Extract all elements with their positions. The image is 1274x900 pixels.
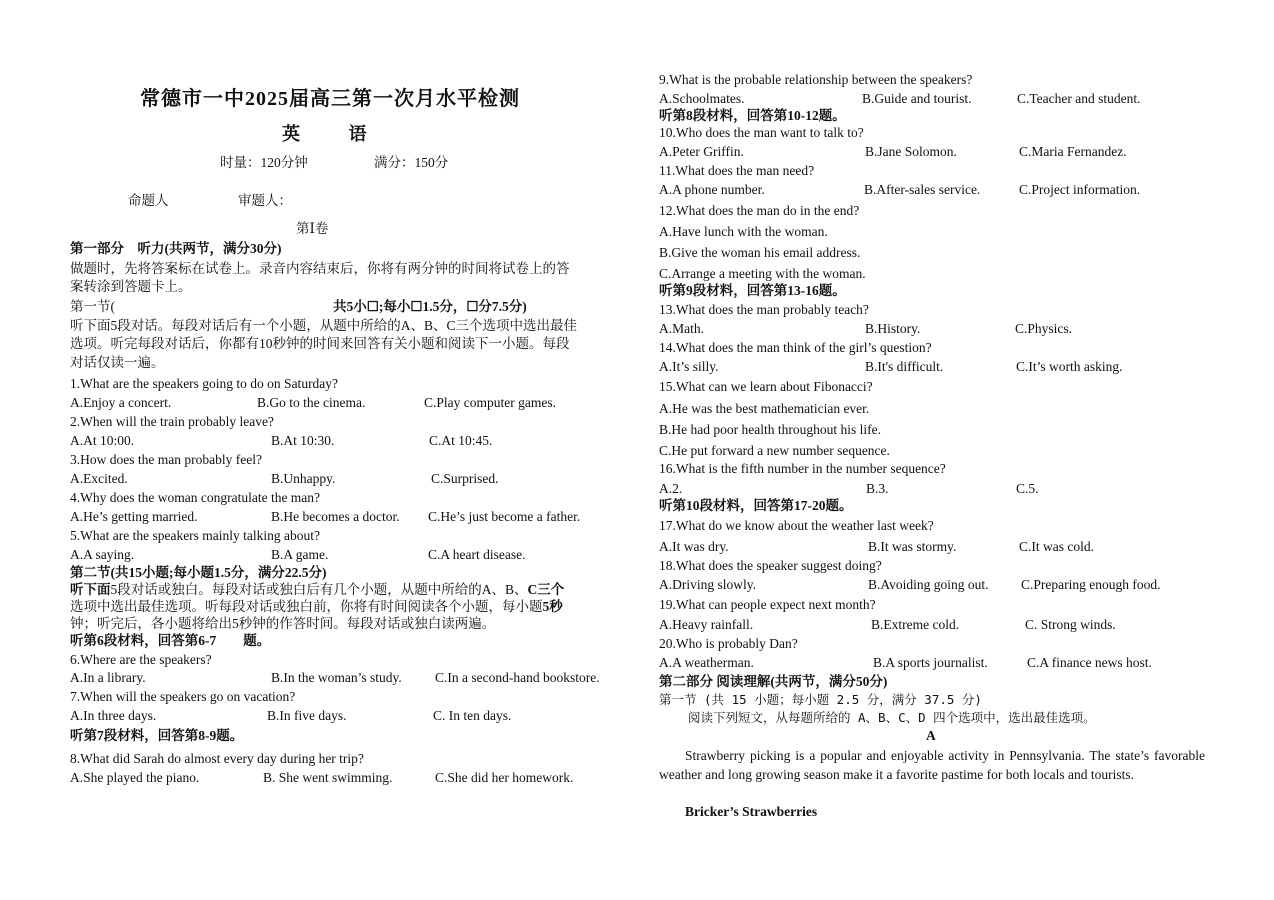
question-stem: 7.When will the speakers go on vacation? — [70, 689, 296, 704]
section2-instruction-tail: 5秒 — [542, 599, 563, 614]
volume-label: 第Ⅰ卷 — [296, 221, 329, 236]
option-a: A.In a library. — [70, 670, 146, 685]
option-b: B.At 10:30. — [271, 433, 335, 448]
section2-instruction-tail: C三个 — [527, 582, 565, 597]
section2-instruction — [70, 582, 564, 598]
question-stem: 18.What does the speaker suggest doing? — [659, 558, 882, 573]
question-stem: 15.What can we learn about Fibonacci? — [659, 379, 873, 394]
option-a: A.It’s silly. — [659, 359, 719, 374]
option-a: A.She played the piano. — [70, 770, 200, 785]
option-c: C.Arrange a meeting with the woman. — [659, 266, 866, 281]
option-c: C.A finance news host. — [1027, 655, 1152, 670]
option-b: B.He had poor health throughout his life. — [659, 422, 881, 437]
option-b: B.Extreme cold. — [871, 617, 960, 632]
option-a: A.Math. — [659, 321, 704, 336]
question-stem: 17.What do we know about the weather last week? — [659, 518, 934, 533]
part1-instruction: 案转涂到答题卡上。 — [70, 279, 192, 294]
material-9-heading: 听第9段材料，回答第13-16题。 — [659, 283, 846, 298]
option-c: C.At 10:45. — [429, 433, 493, 448]
author-label: 命题人 — [128, 193, 169, 208]
option-a: A.A saying. — [70, 547, 135, 562]
option-c: C.A heart disease. — [428, 547, 526, 562]
option-b: B. She went swimming. — [263, 770, 393, 785]
part1-instruction: 做题时，先将答案标在试卷上。录音内容结束后，你将有两分钟的时间将试卷上的答 — [70, 261, 570, 276]
question-stem: 14.What does the man think of the girl’s question? — [659, 340, 932, 355]
option-b: B.Unhappy. — [271, 471, 336, 486]
question-stem: 3.How does the man probably feel? — [70, 452, 262, 467]
option-b: B.A game. — [271, 547, 329, 562]
passage-text: Strawberry picking is a popular and enjoyable activity in Pennsylvania. The state’s favorable weather and long growing season make it a favorite pastime for both locals and tourists. — [659, 748, 1205, 782]
option-b: B.Guide and tourist. — [862, 91, 972, 106]
passage-label: A — [926, 728, 936, 743]
question-stem: 20.Who is probably Dan? — [659, 636, 798, 651]
option-c: C.Maria Fernandez. — [1019, 144, 1127, 159]
option-a: A.A phone number. — [659, 182, 765, 197]
option-c: C.Teacher and student. — [1017, 91, 1141, 106]
option-a: A.He’s getting married. — [70, 509, 198, 524]
material-8-heading: 听第8段材料，回答第10-12题。 — [659, 108, 846, 123]
option-c: C.5. — [1016, 481, 1039, 496]
question-stem: 11.What does the man need? — [659, 163, 815, 178]
question-stem: 19.What can people expect next month? — [659, 597, 876, 612]
section1-instruction: 对话仅读一遍。 — [70, 355, 165, 370]
option-a: A.It was dry. — [659, 539, 729, 554]
option-b: B.Avoiding going out. — [868, 577, 989, 592]
option-b: B.It's difficult. — [865, 359, 944, 374]
question-stem: 9.What is the probable relationship between the speakers? — [659, 72, 973, 87]
section2-instruction: 钟；听完后，各小题将给出5秒钟的作答时间。每段对话或独白读两遍。 — [70, 616, 496, 631]
option-a: A.Heavy rainfall. — [659, 617, 754, 632]
exam-time: 时量：120分钟 — [220, 155, 308, 170]
option-c: C. Strong winds. — [1025, 617, 1116, 632]
option-b: B.In five days. — [267, 708, 347, 723]
subject-title: 英 语 — [282, 124, 389, 144]
option-c: C.It’s worth asking. — [1016, 359, 1123, 374]
material-6-heading: 听第6段材料，回答第6-7 题。 — [70, 633, 271, 648]
option-a: A.Driving slowly. — [659, 577, 756, 592]
option-c: C.It was cold. — [1019, 539, 1094, 554]
option-c: C.Surprised. — [431, 471, 499, 486]
question-stem: 10.Who does the man want to talk to? — [659, 125, 864, 140]
section2-instruction — [70, 599, 563, 615]
option-c: C.Play computer games. — [424, 395, 556, 410]
option-b: B.A sports journalist. — [873, 655, 988, 670]
question-stem: 16.What is the fifth number in the number sequence? — [659, 461, 946, 476]
exam-score: 满分：150分 — [374, 155, 449, 170]
option-b: B.In the woman’s study. — [271, 670, 402, 685]
option-a: A.Excited. — [70, 471, 128, 486]
option-a: A.Schoolmates. — [659, 91, 745, 106]
section1-instruction: 听下面5段对话。每段对话后有一个小题，从题中所给的A、B、C三个选项中选出最佳 — [70, 318, 578, 333]
option-a: A.Have lunch with the woman. — [659, 224, 828, 239]
option-b: B.After-sales service. — [864, 182, 981, 197]
part2-instruction: 阅读下列短文，从每题所给的 A、B、C、D 四个选项中，选出最佳选项。 — [688, 710, 1096, 725]
material-7-heading: 听第7段材料，回答第8-9题。 — [70, 728, 244, 743]
passage-subtitle: Bricker’s Strawberries — [685, 804, 818, 819]
section2-instruction-body: 选项中选出最佳选项。听每段对话或独白前，你将有时间阅读各个小题，每小题 — [70, 599, 543, 614]
option-c: C.He’s just become a father. — [428, 509, 581, 524]
reviewer-label: 审题人： — [238, 193, 292, 208]
option-a: A.Peter Griffin. — [659, 144, 744, 159]
question-stem: 1.What are the speakers going to do on Saturday? — [70, 376, 339, 391]
option-a: A.At 10:00. — [70, 433, 135, 448]
option-a: A.In three days. — [70, 708, 157, 723]
part2-section1-heading: 第一节 (共 15 小题；每小题 2.5 分，满分 37.5 分) — [659, 692, 982, 707]
option-b: B.Give the woman his email address. — [659, 245, 861, 260]
part2-heading: 第二部分 阅读理解(共两节，满分50分) — [659, 674, 888, 689]
option-c: C.Preparing enough food. — [1021, 577, 1161, 592]
question-stem: 12.What does the man do in the end? — [659, 203, 860, 218]
option-b: B.3. — [866, 481, 889, 496]
question-stem: 6.Where are the speakers? — [70, 652, 212, 667]
option-a: A.A weatherman. — [659, 655, 754, 670]
section1-heading: 第一节( — [70, 299, 115, 314]
material-10-heading: 听第10段材料，回答第17-20题。 — [659, 498, 853, 513]
option-c: C. In ten days. — [433, 708, 512, 723]
question-stem: 5.What are the speakers mainly talking about? — [70, 528, 321, 543]
question-stem: 13.What does the man probably teach? — [659, 302, 869, 317]
section2-heading: 第二节(共15小题;每小题1.5分，满分22.5分) — [70, 565, 327, 580]
option-b: B.History. — [865, 321, 921, 336]
option-c: C.He put forward a new number sequence. — [659, 443, 890, 458]
option-c: C.Physics. — [1015, 321, 1073, 336]
section2-instruction-lead: 听下面 — [70, 582, 111, 597]
question-stem: 2.When will the train probably leave? — [70, 414, 274, 429]
option-b: B.It was stormy. — [868, 539, 957, 554]
section2-instruction-body: 5段对话或独白。每段对话或独白后有几个小题，从题中所给的A、B、 — [110, 582, 528, 597]
option-c: C.In a second-hand bookstore. — [435, 670, 600, 685]
section1-instruction: 选项。听完每段对话后，你都有10秒钟的时间来回答有关小题和阅读下一小题。每段 — [70, 336, 570, 351]
section1-heading-detail: 共5小☐;每小☐1.5分，☐分7.5分) — [333, 299, 527, 314]
option-b: B.Jane Solomon. — [865, 144, 957, 159]
option-c: C.She did her homework. — [435, 770, 574, 785]
option-b: B.He becomes a doctor. — [271, 509, 400, 524]
question-stem: 8.What did Sarah do almost every day during her trip? — [70, 751, 364, 766]
exam-title: 常德市一中2025届高三第一次月水平检测 — [140, 88, 520, 110]
part1-heading: 第一部分 听力(共两节，满分30分) — [70, 241, 282, 256]
question-stem: 4.Why does the woman congratulate the man? — [70, 490, 321, 505]
option-b: B.Go to the cinema. — [257, 395, 366, 410]
option-a: A.Enjoy a concert. — [70, 395, 172, 410]
option-a: A.2. — [659, 481, 683, 496]
option-c: C.Project information. — [1019, 182, 1141, 197]
option-a: A.He was the best mathematician ever. — [659, 401, 870, 416]
